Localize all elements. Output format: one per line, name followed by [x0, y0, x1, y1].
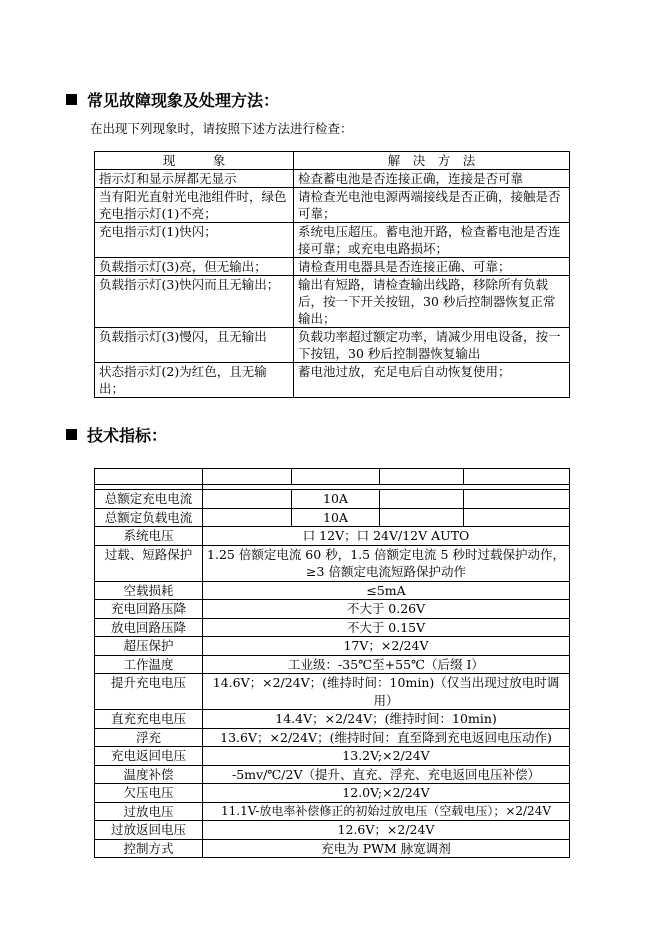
spec-label: 过放返回电压 — [95, 821, 203, 840]
spec-label: 温度补偿 — [95, 765, 203, 784]
empty-cell — [380, 490, 464, 509]
table-row — [95, 728, 570, 747]
spec-table — [94, 468, 570, 858]
phenomenon-cell: 当有阳光直射光电池组件时，绿色充电指示灯(1)不亮； — [95, 188, 294, 223]
spec-label: 提升充电电压 — [95, 674, 203, 710]
spec-label: 放电回路压降 — [95, 618, 203, 637]
spec-value: 12.0V;×2/24V — [203, 784, 570, 803]
square-bullet-icon — [66, 429, 77, 440]
empty-cell — [380, 469, 464, 485]
spec-label: 工作温度 — [95, 655, 203, 674]
empty-cell — [464, 469, 570, 485]
section-title: 常见故障现象及处理方法： — [87, 91, 280, 110]
solution-cell: 负载功率超过额定功率，请减少用电设备，按一下按钮，30 秒后控制器恢复输出 — [294, 328, 570, 363]
table-row — [95, 637, 570, 656]
spec-label: 过放电压 — [95, 802, 203, 821]
section-heading-specs — [66, 426, 167, 446]
phenomenon-cell: 负载指示灯(3)亮，但无输出； — [95, 258, 294, 276]
spec-value: 不大于 0.26V — [203, 600, 570, 619]
solution-cell: 请检查用电器具是否连接正确、可靠； — [294, 258, 570, 276]
solution-cell: 检查蓄电池是否连接正确，连接是否可靠 — [294, 170, 570, 188]
spec-value: 充电为 PWM 脉宽调剂 — [203, 839, 570, 858]
spec-table-empty-header — [95, 469, 570, 485]
spec-value: 14.6V；×2/24V；(维持时间：10min)（仅当出现过放电时调用） — [203, 674, 570, 710]
empty-cell — [203, 508, 292, 527]
phenomenon-cell: 负载指示灯(3)快闪而且无输出； — [95, 276, 294, 328]
table-row — [95, 188, 570, 223]
intro-text: 在出现下列现象时，请按照下述方法进行检查： — [90, 121, 353, 136]
table-row — [95, 490, 570, 509]
spec-value: 13.6V；×2/24V；(维持时间：直至降到充电返回电压动作) — [203, 728, 570, 747]
empty-cell — [464, 490, 570, 509]
phenomenon-cell: 状态指示灯(2)为红色，且无输出； — [95, 363, 294, 398]
table-row — [95, 258, 570, 276]
table-row — [95, 527, 570, 546]
table-row — [95, 674, 570, 710]
spec-label: 总额定充电电流 — [95, 490, 203, 509]
spec-label: 充电返回电压 — [95, 747, 203, 766]
spec-value: 口 12V；口 24V/12V AUTO — [203, 527, 570, 546]
spec-label: 充电回路压降 — [95, 600, 203, 619]
solution-cell: 输出有短路，请检查输出线路，移除所有负载后，按一下开关按钮，30 秒后控制器恢复正常输出； — [294, 276, 570, 328]
spec-label: 浮充 — [95, 728, 203, 747]
spec-label: 总额定负载电流 — [95, 508, 203, 527]
spec-value: 14.4V；×2/24V；(维持时间：10min) — [203, 710, 570, 729]
spec-value: ≤5mA — [203, 581, 570, 600]
empty-cell — [292, 469, 380, 485]
square-bullet-icon — [66, 94, 77, 105]
empty-cell — [95, 469, 203, 485]
spec-value: -5mv/℃/2V（提升、直充、浮充、充电返回电压补偿） — [203, 765, 570, 784]
spec-value: 工业级：-35℃至+55℃（后缀 I） — [203, 655, 570, 674]
spec-label: 直充充电电压 — [95, 710, 203, 729]
empty-cell — [203, 469, 292, 485]
table-row — [95, 618, 570, 637]
solution-cell: 请检查光电池电源两端接线是否正确，接触是否可靠； — [294, 188, 570, 223]
table-row — [95, 802, 570, 821]
spec-label: 系统电压 — [95, 527, 203, 546]
fault-table-header — [95, 152, 570, 170]
spec-value: 13.2V;×2/24V — [203, 747, 570, 766]
table-row — [95, 223, 570, 258]
table-row — [95, 821, 570, 840]
table-row — [95, 328, 570, 363]
solution-cell: 蓄电池过放，充足电后自动恢复使用； — [294, 363, 570, 398]
spec-value: 17V；×2/24V — [203, 637, 570, 656]
spec-value: 12.6V；×2/24V — [203, 821, 570, 840]
table-row — [95, 600, 570, 619]
phenomenon-cell: 指示灯和显示屏都无显示 — [95, 170, 294, 188]
table-row — [95, 839, 570, 858]
empty-cell — [203, 490, 292, 509]
spec-value: 10A — [292, 490, 380, 509]
table-row — [95, 581, 570, 600]
header-solution: 解 决 方 法 — [294, 152, 570, 170]
spec-value: 1.25 倍额定电流 60 秒，1.5 倍额定电流 5 秒时过载保护动作，≥3 倍额定电流短路保护动作 — [203, 545, 570, 581]
empty-cell — [464, 508, 570, 527]
table-row — [95, 170, 570, 188]
table-row — [95, 765, 570, 784]
table-row — [95, 747, 570, 766]
spec-value: 10A — [292, 508, 380, 527]
spec-value: 不大于 0.15V — [203, 618, 570, 637]
table-row — [95, 508, 570, 527]
phenomenon-cell: 负载指示灯(3)慢闪，且无输出 — [95, 328, 294, 363]
empty-cell — [380, 508, 464, 527]
section-heading-faults — [66, 91, 279, 111]
fault-table — [94, 151, 570, 398]
table-row — [95, 710, 570, 729]
spec-label: 过载、短路保护 — [95, 545, 203, 581]
phenomenon-cell: 充电指示灯(1)快闪； — [95, 223, 294, 258]
table-row — [95, 276, 570, 328]
spec-label: 空载损耗 — [95, 581, 203, 600]
spec-label: 超压保护 — [95, 637, 203, 656]
table-row — [95, 545, 570, 581]
solution-cell: 系统电压超压。蓄电池开路，检查蓄电池是否连接可靠；或充电电路损坏； — [294, 223, 570, 258]
spec-label: 欠压电压 — [95, 784, 203, 803]
spec-label: 控制方式 — [95, 839, 203, 858]
table-row — [95, 655, 570, 674]
spec-value: 11.1V-放电率补偿修正的初始过放电压（空载电压）；×2/24V — [203, 802, 570, 821]
table-row — [95, 784, 570, 803]
header-phenomenon: 现 象 — [95, 152, 294, 170]
table-row — [95, 363, 570, 398]
section-title: 技术指标： — [87, 426, 168, 445]
